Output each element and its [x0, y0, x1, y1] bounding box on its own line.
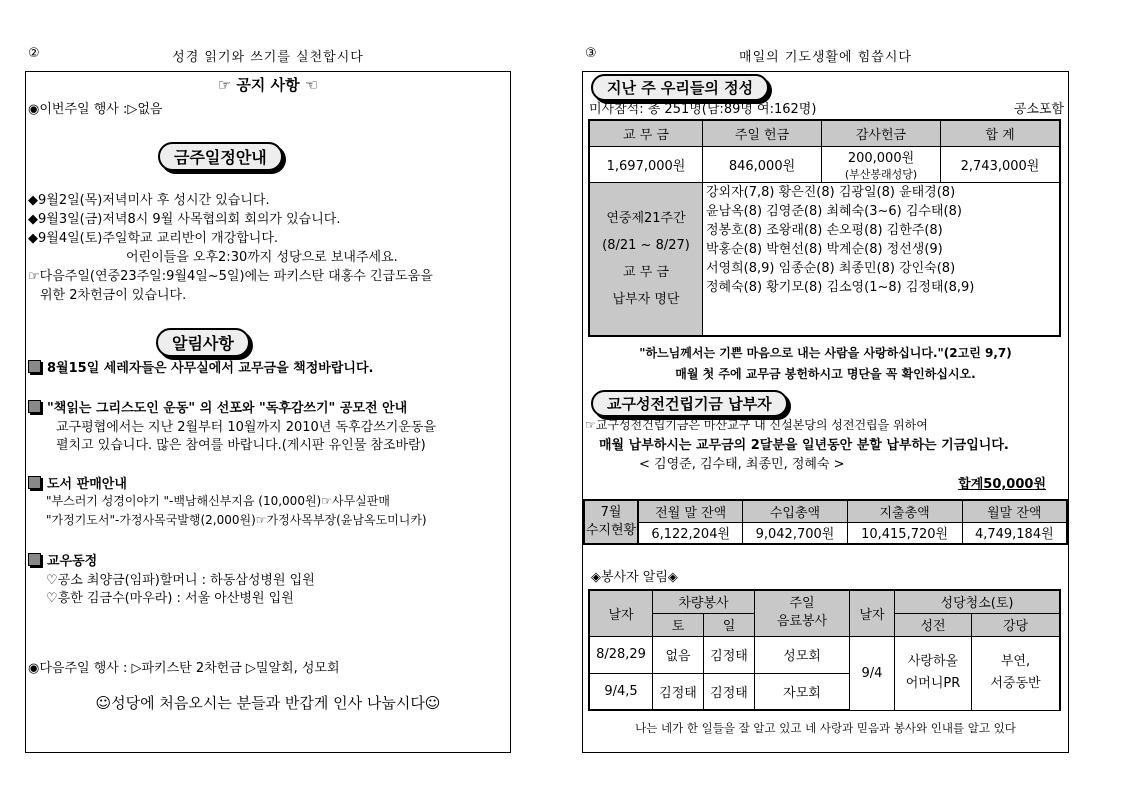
vol-header-drinks-line: 음료봉사: [776, 614, 828, 630]
offering-header: 주일 헌금: [703, 120, 822, 146]
offering-title: 지난 주 우리들의 정성: [591, 74, 769, 101]
announce-item: [28, 397, 407, 416]
finance-label: [584, 500, 638, 544]
payers-line: 윤남옥(8) 김영준(8) 최혜숙(3~6) 김수태(8): [706, 203, 962, 219]
finance-header: 지출총액: [847, 500, 962, 522]
schedule-title: 금주일정안내: [158, 142, 283, 171]
footer-verse: 나는 네가 한 일들을 잘 알고 있고 네 사랑과 믿음과 봉사와 인내를 알고 있다: [635, 721, 1016, 735]
finance-value: 9,042,700원: [743, 522, 847, 544]
offering-header: 감사헌금: [822, 120, 941, 146]
announce-item: [28, 473, 127, 492]
schedule-item: ◆9월4일(토)주일학교 교리반이 개강합니다.: [28, 231, 279, 246]
payers-label-line: 연중제21주간: [606, 210, 686, 226]
finance-value: 6,122,204원: [638, 522, 743, 544]
right-page-number: ③: [585, 46, 597, 61]
finance-value: 4,749,184원: [962, 522, 1067, 544]
payers-line: 서영희(8,9) 임종순(8) 최종민(8) 강인숙(8): [706, 260, 956, 276]
announce-2: "책읽는 그리스도인 운동" 의 선포와 "독후감쓰기" 공모전 안내: [47, 401, 408, 416]
vol-date: 8/28,29: [589, 636, 653, 673]
offering-header: 교 무 금: [589, 120, 703, 146]
announce-3: 도서 판매안내: [47, 477, 127, 492]
attendance: 미사참석: 총 251명(남:89명 여:162명): [589, 102, 817, 117]
vol-sat: 김정태: [653, 673, 704, 710]
payers-label-line: 교 무 금: [623, 264, 669, 280]
schedule-item: 위한 2차헌금이 있습니다.: [40, 288, 187, 303]
offering-value: 1,697,000원: [589, 146, 703, 182]
offering-header: 합 계: [941, 120, 1061, 146]
bullet-square-icon: [28, 360, 41, 373]
vol-clean-sanct-line: 사랑하올: [907, 654, 959, 669]
payers-label: [589, 182, 703, 336]
announce-item: [28, 357, 373, 376]
vol-clean-sanct-line: 어머니PR: [905, 676, 961, 691]
vol-clean-sanct: [895, 636, 972, 710]
finance-header: 수입총액: [743, 500, 847, 522]
announce-4: 교우동정: [47, 554, 98, 569]
building-fund-text: 매월 납부하시는 교무금의 2달분을 일년동안 분할 납부하는 기금입니다.: [599, 438, 1009, 453]
finance-value: 10,415,720원: [847, 522, 962, 544]
next-week-event: ◉다음주일 행사 : ▷파키스탄 2차헌금 ▷밀알회, 성모회: [28, 661, 340, 676]
announce-body: 교구평협에서는 지난 2월부터 10월까지 2010년 독후감쓰기운동을: [56, 420, 436, 435]
announce-title: 알림사항: [156, 328, 250, 357]
building-fund-title: 교구성전건립기금 납부자: [591, 390, 788, 417]
vol-header-date2: 날자: [850, 590, 895, 636]
building-fund-text: ☞교구성전건립기금은 마산교구 내 신설본당의 성전건립을 위하여: [585, 418, 928, 432]
payers-line: 강외자(7,8) 황은진(8) 김광일(8) 윤태경(8): [706, 184, 956, 200]
left-page-number: ②: [28, 46, 40, 61]
building-fund-names: < 김영준, 김수태, 최종민, 정혜숙 >: [639, 457, 845, 472]
vol-sun: 김정태: [704, 673, 755, 710]
vol-drinks: 자모회: [755, 673, 850, 710]
notice-title: ☞ 공지 사항 ☜: [217, 76, 319, 94]
announce-body: ♡흥한 김금수(마우라) : 서울 아산병원 입원: [46, 591, 294, 606]
offering-sub: (부산봉래성당): [844, 167, 918, 181]
vol-header-hall: 강당: [972, 613, 1061, 636]
vol-header-sun: 일: [704, 613, 755, 636]
bullet-square-icon: [28, 400, 41, 413]
vol-header-drinks: [755, 590, 850, 636]
volunteer-table: [588, 589, 1061, 711]
payers-line: 박홍순(8) 박현선(8) 박계순(8) 정선생(9): [706, 241, 943, 257]
announce-body: ♡공소 최양금(임파)할머니 : 하동삼성병원 입원: [46, 573, 315, 588]
volunteer-title: ◈봉사자 알림◈: [591, 570, 678, 585]
vol-drinks: 성모회: [755, 636, 850, 673]
finance-label-line: 7월: [600, 505, 622, 520]
payers-line: 정혜숙(8) 황기모(8) 김소영(1~8) 김정태(8,9): [706, 279, 975, 295]
attendance-note: 공소포함: [1013, 102, 1064, 117]
left-header: 성경 읽기와 쓰기를 실천합시다: [172, 50, 364, 65]
vol-header-sanct: 성전: [895, 613, 972, 636]
quote-note: 매월 첫 주에 교무금 봉헌하시고 명단을 꼭 확인하십시오.: [675, 367, 976, 381]
vol-clean-date: 9/4: [850, 636, 895, 710]
vol-header-car: 차량봉사: [653, 590, 755, 613]
building-fund-total: 합계50,000원: [958, 477, 1046, 492]
schedule-item: 어린이들을 오후2:30까지 성당으로 보내주세요.: [126, 250, 398, 265]
offering-thanks: 200,000원: [847, 150, 915, 166]
schedule-item: ◆9월2일(목)저녁미사 후 성시간 있습니다.: [28, 193, 270, 208]
greeting: ☺성당에 처음오시는 분들과 반갑게 인사 나눕시다☺: [95, 694, 441, 712]
announce-1: 8월15일 세레자들은 사무실에서 교무금을 책정바랍니다.: [47, 361, 374, 376]
vol-date: 9/4,5: [589, 673, 653, 710]
payers-label-line: (8/21 ~ 8/27): [602, 237, 690, 253]
offering-table: [588, 119, 1061, 337]
payers-line: 정봉호(8) 조왕래(8) 손오평(8) 김한주(8): [706, 222, 943, 238]
right-page: [582, 71, 1069, 753]
finance-label-line: 수지현황: [585, 523, 637, 538]
quote: "하느님께서는 기쁜 마음으로 내는 사람을 사랑하십니다."(2고린 9,7): [639, 346, 1012, 360]
bullet-square-icon: [28, 553, 41, 566]
vol-clean-hall: [972, 636, 1061, 710]
finance-header: 전월 말 잔액: [638, 500, 743, 522]
vol-clean-hall-line: 부연,: [1000, 654, 1031, 669]
announce-body: "가정기도서"-가정사목국발행(2,000원)☞가정사목부장(윤남옥도미니카): [46, 513, 427, 527]
bullet-square-icon: [28, 476, 41, 489]
right-header: 매일의 기도생활에 힘씁시다: [739, 50, 912, 65]
payers-label-line: 납부자 명단: [612, 291, 680, 307]
vol-clean-hall-line: 서중동반: [990, 676, 1041, 691]
vol-sun: 김정태: [704, 636, 755, 673]
finance-table: [583, 499, 1068, 545]
vol-header-date: 날자: [589, 590, 653, 636]
announce-body: "부스러기 성경이야기 "-백남해신부지음 (10,000원)☞사무실판매: [46, 494, 390, 508]
announce-body: 펼치고 있습니다. 많은 참여를 바랍니다.(게시판 유인물 참조바람): [56, 438, 426, 453]
schedule-item: ◆9월3일(금)저녁8시 9월 사목협의회 회의가 있습니다.: [28, 212, 341, 227]
payers-list: [703, 182, 1061, 336]
offering-value: [822, 146, 941, 182]
offering-value: 2,743,000원: [941, 146, 1061, 182]
finance-header: 월말 잔액: [962, 500, 1067, 522]
vol-header-clean: 성당청소(토): [895, 590, 1061, 613]
vol-header-drinks-line: 주일: [789, 596, 815, 612]
announce-item: [28, 550, 97, 569]
offering-value: 846,000원: [703, 146, 822, 182]
this-week-event: ◉이번주일 행사 :▷없음: [28, 102, 163, 117]
vol-header-sat: 토: [653, 613, 704, 636]
schedule-item: ☞다음주일(연중23주일:9월4일~5일)에는 파키스탄 대홍수 긴급도움을: [28, 269, 433, 284]
left-page: [25, 71, 511, 753]
vol-sat: 없음: [653, 636, 704, 673]
